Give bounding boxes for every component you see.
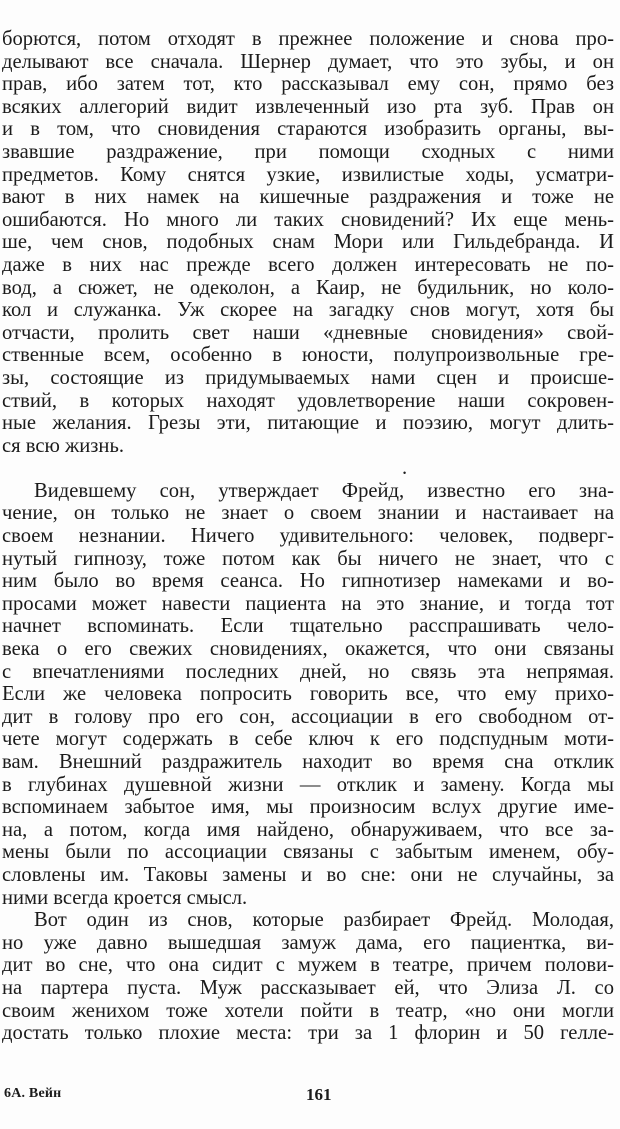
text-line: предметов. Кому снятся узкие, извилистые ходы, усматри- [2,163,614,186]
text-line: просами может навести пациента на это знание, и тогда тот [2,592,614,615]
text-line: ные желания. Грезы эти, питающие и поэзию, могут длить- [2,412,614,435]
text-line: чете могут содержать в себе ключ к его подспудным моти- [2,728,614,751]
text-line: с впечатлениями последних дней, но связь эта непрямая. [2,660,614,683]
text-line: вод, а сюжет, не одеколон, а Каир, не будильник, но коло- [2,276,614,299]
text-line: кол и служанка. Уж скорее на загадку снов могут, хотя бы [2,299,614,322]
text-line: Если же человека попросить говорить все, что ему прихо- [2,683,614,706]
text-line: века о его свежих сновидениях, окажется, что они связаны [2,638,614,661]
text-line: всяких аллегорий видит извлеченный изо рта зуб. Прав он [2,95,614,118]
text-line: прав, ибо затем тот, кто рассказывал ему сон, прямо без [2,73,614,96]
text-line: вают в них намек на кишечные раздражения и тоже не [2,186,614,209]
text-line: вспоминаем забытое имя, мы произносим вслух другие име- [2,796,614,819]
text-line: в глубинах душевной жизни — отклик и замену. Когда мы [2,773,614,796]
text-line: звавшие раздражение, при помощи сходных с ними [2,140,614,163]
text-line: борются, потом отходят в прежнее положение и снова про- [2,28,614,50]
text-line: дит в голову про его сон, ассоциации в его свободном от- [2,705,614,728]
text-line: дит во сне, что она сидит с мужем в театре, причем полови- [2,954,614,977]
text-line: зы, состоящие из придумываемых нами сцен и происше- [2,366,614,389]
text-line: ствий, в которых находят удовлетворение наши сокровен- [2,389,614,412]
text-line: и в том, что сновидения стараются изобразить органы, вы- [2,118,614,141]
text-line: на партера пуста. Муж рассказывает ей, что Элиза Л. со [2,976,614,999]
text-line: ше, чем снов, подобных снам Мори или Гильдебранда. И [2,231,614,254]
text-line: нутый гипнозу, тоже потом как бы ничего не знает, что с [2,547,614,570]
text-line: словлены им. Таковы замены и во сне: они не случайны, за [2,863,614,886]
text-line: достать только плохие места: три за 1 флорин и 50 гелле- [2,1022,614,1045]
paragraph-end-line: ся всю жизнь. [2,434,124,457]
text-line: вам. Внешний раздражитель находит во время сна отклик [2,751,614,773]
text-line: начнет вспоминать. Если тщательно расспрашивать чело- [2,615,614,638]
text-line: делывают все сначала. Шернер думает, что это зубы, и он [2,50,614,73]
text-line: ственные всем, особенно в юности, полупроизвольные гре- [2,344,614,367]
text-line: даже в них нас прежде всего должен интересовать не по- [2,253,614,276]
body-text [2,28,614,1045]
text-line: на, а потом, когда имя найдено, обнаруживаем, что все за- [2,818,614,841]
text-line: ним было во время сеанса. Но гипнотизер намеками и во- [2,570,614,593]
page-footer [4,1086,616,1110]
text-line: ошибаются. Но много ли таких сновидений? Их еще мень- [2,208,614,231]
stray-mark: . [402,457,408,480]
text-line: чение, он только не знает о своем знании и настаивает на [2,502,614,525]
paragraph-end-line: ними всегда кроется смысл. [2,886,248,909]
paragraph-start-line: Видевшему сон, утверждает Фрейд, известно его зна- [34,479,614,502]
page-number: 161 [306,1085,332,1104]
text-line: но уже давно вышедшая замуж дама, его пациентка, ви- [2,931,614,954]
text-line: отчасти, пролить свет наши «дневные сновидения» свой- [2,321,614,344]
printer-signature: 6А. Вейн [4,1086,62,1101]
text-line: своим женихом тоже хотели пойти в театр, «но они могли [2,999,614,1022]
text-line: мены были по ассоциации связаны с забытым именем, обу- [2,841,614,864]
text-line: своем незнании. Ничего удивительного: человек, подверг- [2,525,614,548]
paragraph-start-line: Вот один из снов, которые разбирает Фрейд. Молодая, [34,909,614,932]
